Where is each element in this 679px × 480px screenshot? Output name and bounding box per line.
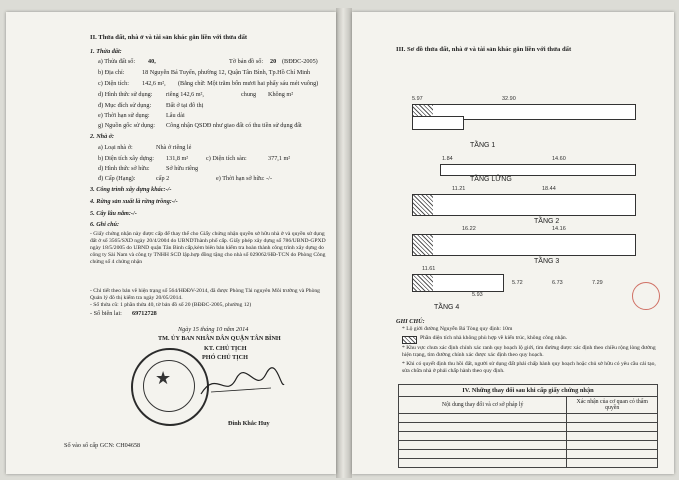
map-sheet-note: (BĐĐC-2005) (282, 58, 318, 65)
ownership-term: e) Thời hạn sở hữu: -/- (216, 175, 273, 182)
dim-11: 5.72 (512, 280, 523, 286)
term-label: e) Thời hạn sử dụng: (98, 112, 150, 119)
table-row (399, 423, 658, 432)
table-row (399, 459, 658, 468)
parcel-number-label: a) Thửa đất số: (98, 58, 136, 65)
use-form-shared-label: chung (241, 91, 257, 98)
floor-4-hatched-area (413, 275, 433, 291)
dim-9: 11.61 (422, 266, 436, 272)
land-parcel-heading: 1. Thửa đất: (90, 48, 122, 55)
legend-hatch: Phần diện tích nhà không phù hợp về kiến trúc, không công nhận. (420, 335, 568, 341)
origin-label: g) Nguồn gốc sử dụng: (98, 122, 155, 129)
purpose-label: đ) Mục đích sử dụng: (98, 102, 152, 109)
legend-hatch-swatch (402, 336, 417, 344)
floor-2-label: TẦNG 2 (534, 218, 560, 225)
dim-7: 16.22 (462, 226, 476, 232)
note-old-parcel: - Số thửa cũ: 1 phần thửa 40, tờ bản đồ số 20 (BĐĐC-2005, phường 12) (90, 302, 252, 308)
signer-name: Đinh Khắc Huy (228, 420, 270, 427)
round-stamp (632, 282, 660, 310)
legend-recovery: * Khi có quyết định thu hồi đất, người sử dụng đất phải chấp hành quy hoạch hoặc chủ sở hữu có yêu cầu cải tạo, sửa chữa nhà ở phải chấp hành theo quy định. (402, 361, 656, 374)
origin-value: Công nhận QSDĐ như giao đất có thu tiền sử dụng đất (166, 122, 302, 129)
parcel-number-value: 40, (148, 58, 156, 65)
table-row (399, 441, 658, 450)
issue-date: Ngày 15 tháng 10 năm 2014 (178, 326, 249, 333)
area-label: c) Diện tích: (98, 80, 129, 87)
other-works: 3. Công trình xây dựng khác:-/- (90, 186, 172, 193)
changes-table (398, 384, 658, 468)
signer-role-2: PHÓ CHỦ TỊCH (202, 354, 248, 361)
building-area-value: 131,8 m² (166, 155, 189, 162)
use-form-shared-value: Không m² (268, 91, 294, 98)
area-words: (Bằng chữ: Một trăm bốn mươi hai phẩy sáu mét vuông) (178, 80, 319, 87)
perennial: 5. Cây lâu năm:-/- (90, 210, 137, 217)
area-value: 142,6 m², (142, 80, 166, 87)
floor-2-plan (412, 194, 636, 216)
forest: 4. Rừng sản xuất là rừng trồng:-/- (90, 198, 178, 205)
house-heading: 2. Nhà ở: (90, 133, 115, 140)
mezzanine-label: TẦNG LỬNG (470, 176, 512, 183)
floor-4-label: TẦNG 4 (434, 304, 460, 311)
dim-10: 5.93 (472, 292, 483, 298)
note-drawing: - Chỉ tiết theo bản vẽ hiện trạng số 564/HĐĐV-2014, đã được Phòng Tài nguyên Môi trường và Phòng Quản lý đô thị kiểm tra ngày 20/05/2014. (90, 288, 320, 301)
book-gutter (336, 8, 352, 478)
ledger-number: Số vào sổ cấp GCN: CH04658 (64, 442, 141, 449)
floor-area-label: c) Diện tích sàn: (206, 155, 247, 162)
dim-1: 5.97 (412, 96, 423, 102)
signer-role-1: KT. CHỦ TỊCH (204, 345, 247, 352)
ownership-value: Sở hữu riêng (166, 165, 199, 172)
section-3-title: III. Sơ đồ thửa đất, nhà ở và tài sản khác gắn liền với thửa đất (396, 46, 572, 53)
receipt-label: - Số biên lai: (90, 310, 122, 317)
receipt-value: 69712728 (132, 310, 157, 317)
legend-planning: * Khu vực chưa xác định chính xác ranh quy hoạch lộ giới, tìm đường được xác định theo chiều rộng lòng đường hiện trạng, tìm đường chính xác được xác định theo quy hoạch. (402, 345, 656, 358)
building-area-label: b) Diện tích xây dựng: (98, 155, 154, 162)
col-content-header: Nội dung thay đổi và cơ sở pháp lý (399, 397, 567, 414)
dim-13: 7.29 (592, 280, 603, 286)
floor-2-hatched-area (413, 195, 433, 215)
address-label: b) Địa chỉ: (98, 69, 125, 76)
map-sheet-label: Tờ bản đồ số: (229, 58, 264, 65)
house-type-value: Nhà ở riêng lẻ (156, 144, 192, 151)
table-row (399, 414, 658, 423)
floor-4-plan (412, 274, 504, 292)
house-type-label: a) Loại nhà ở: (98, 144, 133, 151)
floor-3-hatched-area (413, 235, 433, 255)
legend-title: GHI CHÚ: (396, 318, 425, 325)
dim-3: 1.84 (442, 156, 453, 162)
mezzanine-plan (440, 164, 636, 176)
purpose-value: Đất ở tại đô thị (166, 102, 204, 109)
floor-area-value: 377,1 m² (268, 155, 291, 162)
right-page (352, 12, 674, 474)
use-form-label: d) Hình thức sử dụng: (98, 91, 153, 98)
seal-star-icon: ★ (155, 368, 172, 388)
map-sheet-value: 20 (270, 58, 277, 65)
section-4-title: IV. Những thay đổi sau khi cấp giấy chứng nhận (399, 385, 658, 397)
floor-1-front (412, 116, 464, 130)
table-row (399, 450, 658, 459)
col-confirm-header: Xác nhận của cơ quan có thẩm quyền (567, 397, 658, 414)
use-form-private: riêng 142,6 m², (166, 91, 204, 98)
section-2-title: II. Thửa đất, nhà ở và tài sản khác gắn liền với thửa đất (90, 34, 248, 41)
dim-8: 14.16 (552, 226, 566, 232)
note-paragraph: - Giấy chứng nhận này được cấp để thay thế cho Giấy chứng nhận quyền sở hữu nhà ở và quyền sử dụng đất ở số 3565/SXD ngày 20/4/2004 do UBNDThành phố cấp. Giấy phép xây dựng số 786/UBND-GPXD ngày 18/5/2005 do UBND quận Tân Bình cấp,kèm biên bản kiểm tra hoàn thành công trình xây dựng do công ty Sài Nam và công ty TNHH SCD lập.hợp đồng tặng cho nhà số 029062/HĐ-TCN do Phòng Công chứng số 4 chứng nhận (90, 231, 326, 265)
issuing-authority: TM. ỦY BAN NHÂN DÂN QUẬN TÂN BÌNH (158, 335, 281, 342)
ownership-label: d) Hình thức sở hữu: (98, 165, 150, 172)
grade-value: cấp 2 (156, 175, 170, 182)
floor-3-plan (412, 234, 636, 256)
term-value: Lâu dài (166, 112, 185, 119)
floor-1-label: TẦNG 1 (470, 142, 496, 149)
left-page (6, 12, 336, 474)
address-value: 18 Nguyễn Bá Tuyển, phường 12, Quận Tân Bình, Tp.Hồ Chí Minh (142, 69, 311, 76)
dim-5: 11.21 (452, 186, 466, 192)
dim-4: 14.60 (552, 156, 566, 162)
legend-road: * Lộ giới đường Nguyễn Bá Tòng quy định: 10m (402, 326, 513, 332)
notes-heading: 6. Ghi chú: (90, 221, 120, 228)
dim-6: 18.44 (542, 186, 556, 192)
handwritten-signature (196, 364, 286, 404)
grade-label: đ) Cấp (Hạng): (98, 175, 136, 182)
floor-3-label: TẦNG 3 (534, 258, 560, 265)
table-row (399, 432, 658, 441)
dim-12: 6.73 (552, 280, 563, 286)
dim-2: 32.90 (502, 96, 516, 102)
